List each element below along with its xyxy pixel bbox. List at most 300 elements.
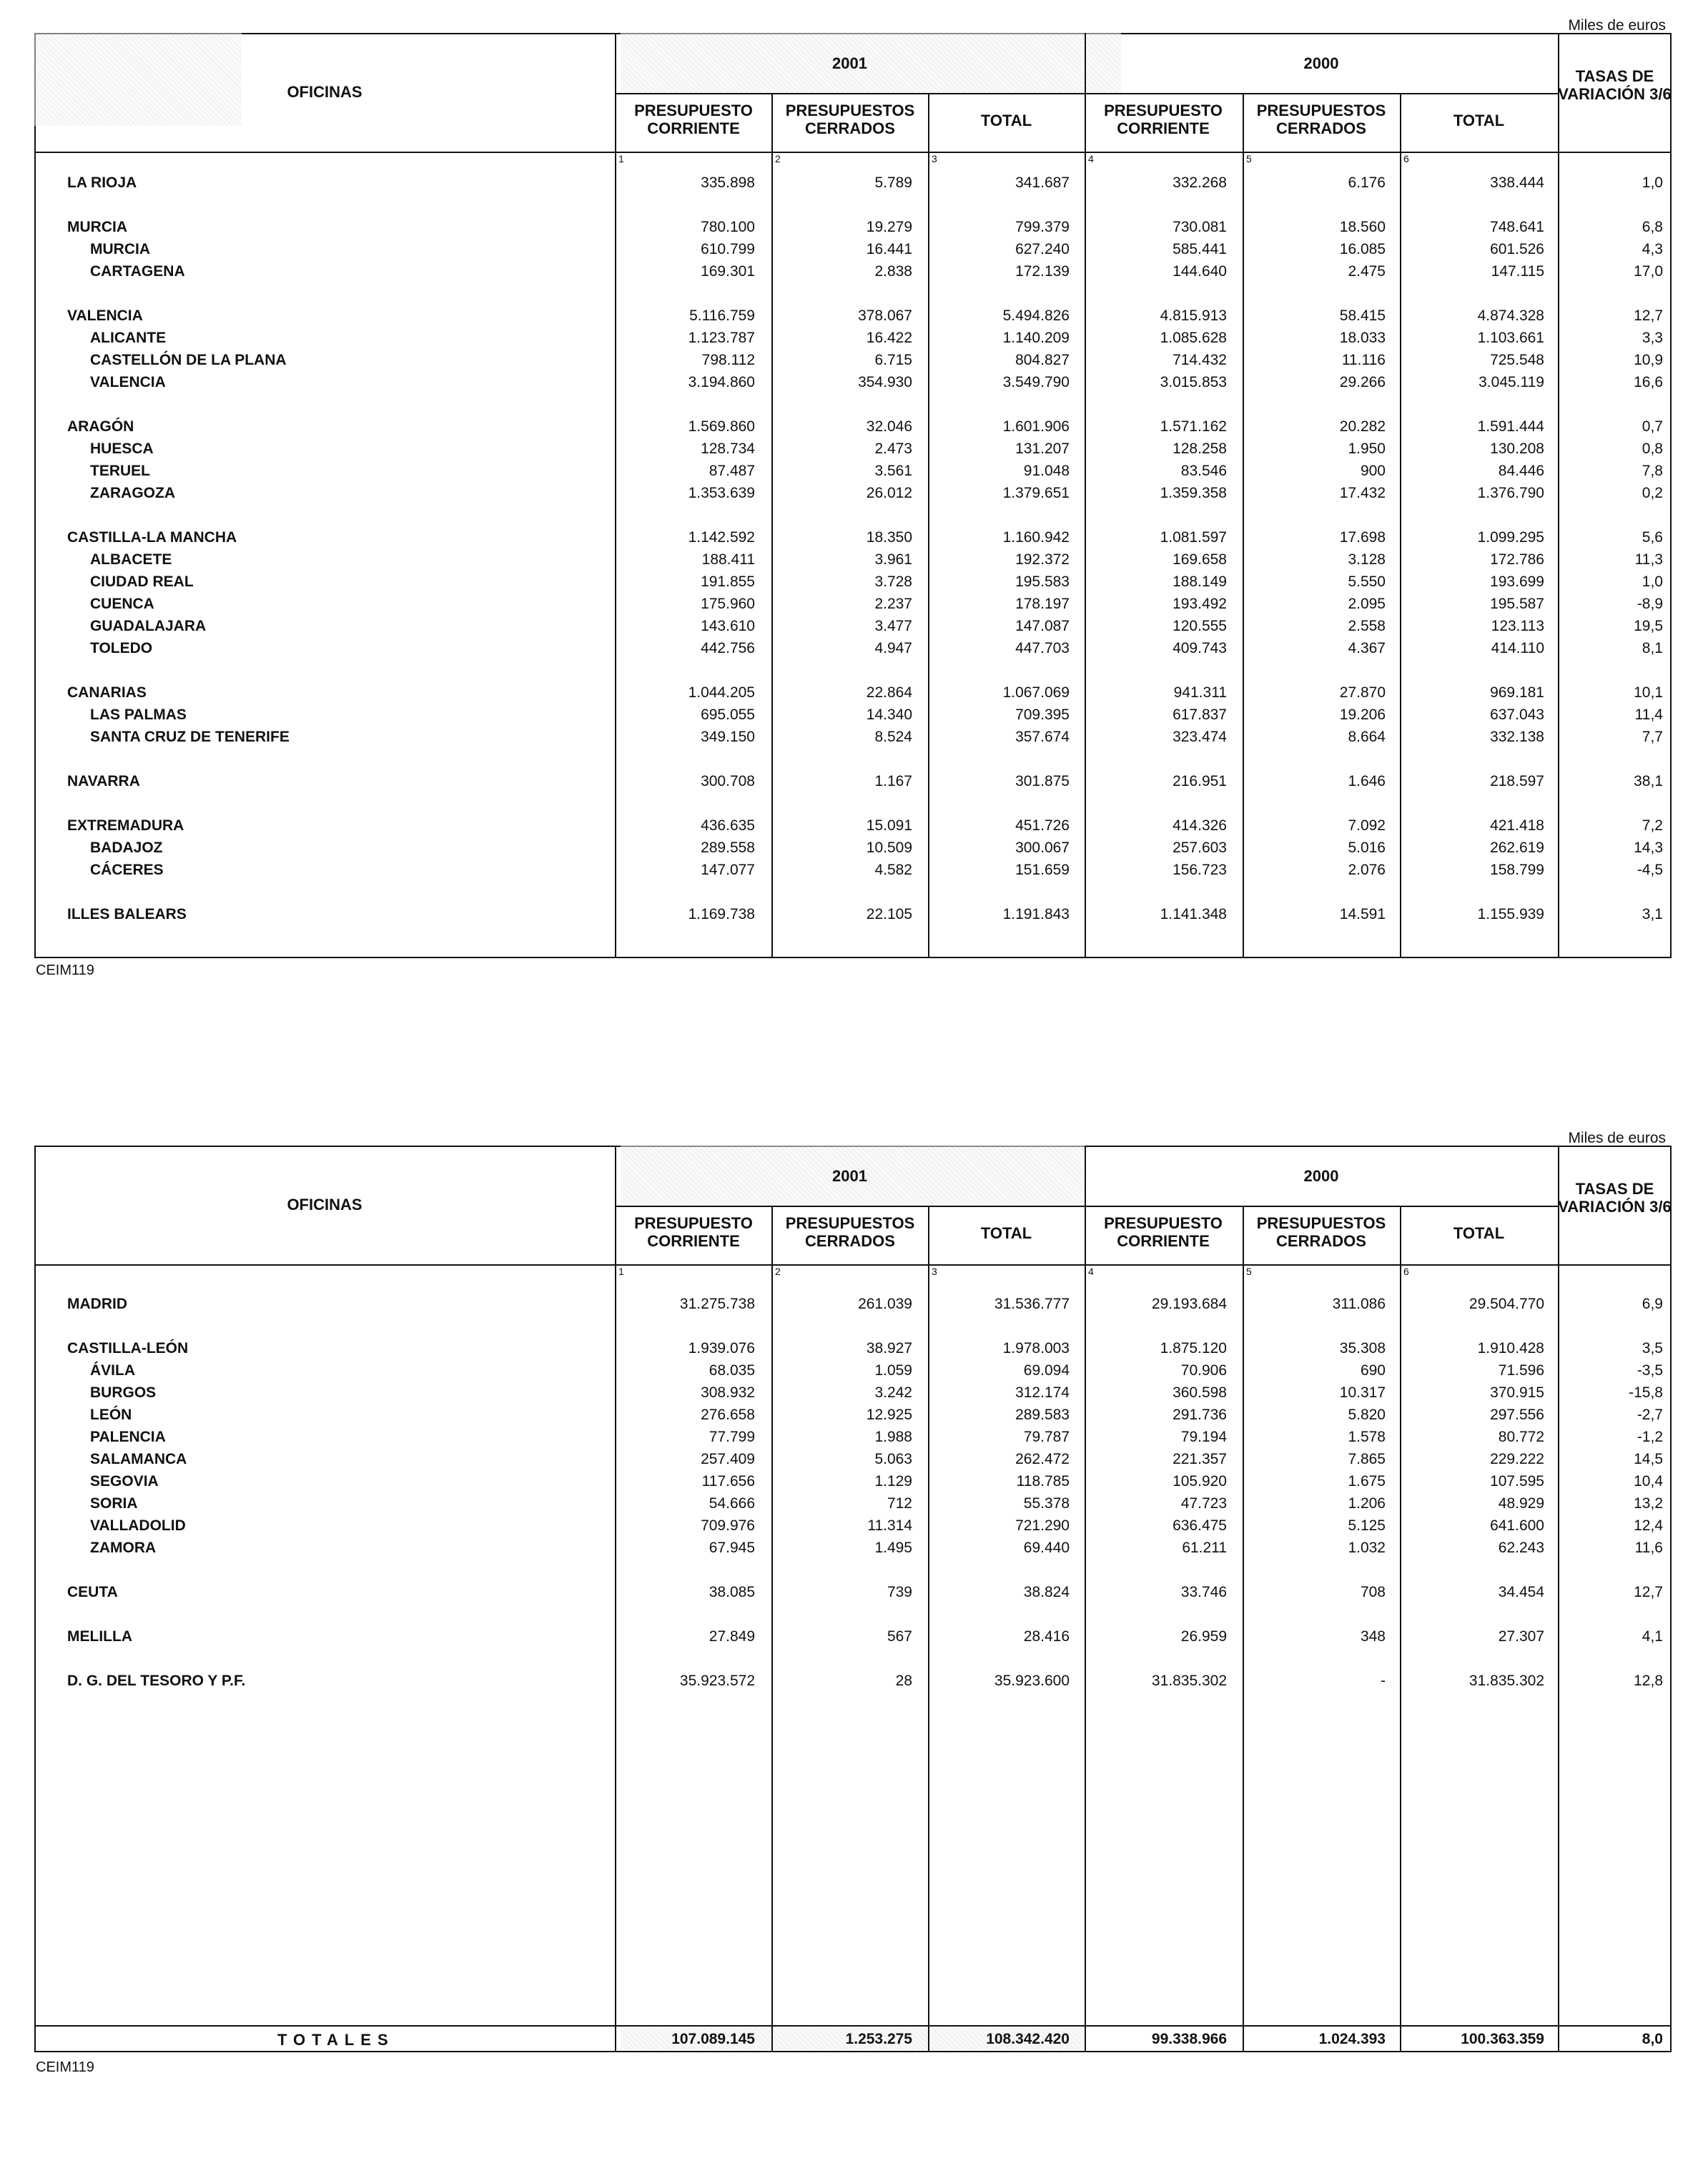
table-cell: 1.123.787 <box>688 330 755 346</box>
table-cell: 709.976 <box>701 1517 755 1534</box>
table-cell: 3.728 <box>874 573 912 590</box>
table-cell: 35.923.600 <box>994 1673 1070 1689</box>
table-cell: 28 <box>895 1673 912 1689</box>
table-cell: 1.571.162 <box>1160 418 1227 435</box>
table-cell: 1.169.738 <box>688 906 755 922</box>
table-cell: 118.785 <box>1016 1473 1070 1490</box>
table-cell: 261.039 <box>858 1296 912 1312</box>
office-name: LA RIOJA <box>67 174 137 191</box>
table-cell: 297.556 <box>1490 1407 1544 1423</box>
table-cell: 338.444 <box>1490 174 1544 191</box>
column-divider <box>615 1146 616 2052</box>
table-cell: 1.206 <box>1348 1495 1386 1512</box>
office-name: ARAGÓN <box>67 418 134 435</box>
table-cell: 2.076 <box>1348 862 1386 878</box>
footer-code: CEIM119 <box>36 963 94 978</box>
table-cell: 16.085 <box>1339 241 1386 257</box>
column-divider <box>1085 33 1086 958</box>
table-cell: 900 <box>1360 463 1386 479</box>
table-cell: 17.432 <box>1339 485 1386 501</box>
table-cell: 447.703 <box>1015 640 1070 656</box>
table-cell: 1.067.069 <box>1002 684 1070 701</box>
table-cell: 1.059 <box>874 1362 912 1379</box>
header-offices: OFICINAS <box>287 83 362 101</box>
table-cell: 1.141.348 <box>1160 906 1227 922</box>
office-name: VALENCIA <box>67 307 143 324</box>
table-cell: 1.081.597 <box>1160 529 1227 546</box>
table-cell: 289.583 <box>1015 1407 1070 1423</box>
table-cell: 79.787 <box>1023 1429 1070 1445</box>
table-cell: 69.094 <box>1023 1362 1070 1379</box>
table-cell: 312.174 <box>1015 1384 1070 1401</box>
table-cell: 18.033 <box>1339 330 1386 346</box>
table-cell: 34.454 <box>1498 1584 1544 1600</box>
table-cell: 216.951 <box>1173 773 1227 789</box>
table-cell: 10.317 <box>1339 1384 1386 1401</box>
table-cell: 158.799 <box>1490 862 1544 878</box>
sub-office-name: LEÓN <box>90 1407 132 1423</box>
table-cell: 6,8 <box>1642 219 1663 235</box>
table-cell: 105.920 <box>1173 1473 1227 1490</box>
table-cell: 585.441 <box>1173 241 1227 257</box>
table-cell: 123.113 <box>1491 618 1544 634</box>
table-cell: 26.959 <box>1180 1628 1227 1645</box>
sub-office-name: SEGOVIA <box>90 1473 159 1490</box>
table-cell: 601.526 <box>1490 241 1544 257</box>
header-cerrados: PRESUPUESTOS CERRADOS <box>1256 1214 1386 1250</box>
table-cell: 143.610 <box>701 618 755 634</box>
table-cell: 147.087 <box>1015 618 1070 634</box>
table-cell: 1.142.592 <box>688 529 755 546</box>
table-cell: 11.314 <box>867 1517 912 1534</box>
table-cell: 12.925 <box>866 1407 912 1423</box>
table-cell: 62.243 <box>1498 1540 1544 1556</box>
table-cell: 1.646 <box>1348 773 1386 789</box>
table-cell: 436.635 <box>701 817 755 834</box>
column-number: 3 <box>932 1266 937 1277</box>
table-cell: 0,2 <box>1642 485 1663 501</box>
table-cell: 169.301 <box>701 263 755 280</box>
table-cell: 3,1 <box>1642 906 1663 922</box>
table-cell: 5.789 <box>874 174 912 191</box>
table-cell: 2.838 <box>874 263 912 280</box>
table-cell: 2.475 <box>1348 263 1386 280</box>
table-cell: 1.578 <box>1348 1429 1386 1445</box>
table-cell: 360.598 <box>1173 1384 1227 1401</box>
table-cell: 1.978.003 <box>1002 1340 1070 1357</box>
table-cell: 16,6 <box>1634 374 1663 390</box>
office-name: EXTREMADURA <box>67 817 184 834</box>
table-cell: 2.237 <box>874 596 912 612</box>
table-cell: 289.558 <box>701 840 755 856</box>
office-name: NAVARRA <box>67 773 140 789</box>
table-cell: 218.597 <box>1490 773 1544 789</box>
table-cell: 144.640 <box>1173 263 1227 280</box>
table-cell: -1,2 <box>1637 1429 1663 1445</box>
table-cell: 27.870 <box>1339 684 1386 701</box>
header-tasas: TASAS DE VARIACIÓN 3/6 <box>1558 67 1672 103</box>
sub-office-name: SALAMANCA <box>90 1451 187 1467</box>
header-year-2000: 2000 <box>1303 1167 1339 1185</box>
table-cell: 16.441 <box>866 241 912 257</box>
table-cell: 257.603 <box>1173 840 1227 856</box>
header-total: TOTAL <box>980 1224 1032 1242</box>
budget-table-2 <box>34 1130 1672 2052</box>
table-cell: 7.865 <box>1348 1451 1386 1467</box>
table-cell: 4.367 <box>1348 640 1386 656</box>
table-cell: 47.723 <box>1180 1495 1227 1512</box>
table-cell: 1.601.906 <box>1002 418 1070 435</box>
table-cell: 67.945 <box>709 1540 755 1556</box>
totals-label: TOTALES <box>277 2031 395 2049</box>
table-cell: 969.181 <box>1490 684 1544 701</box>
totals-cell: 107.089.145 <box>671 2031 755 2047</box>
table-cell: 2.095 <box>1348 596 1386 612</box>
column-number: 6 <box>1403 153 1409 164</box>
header-divider <box>34 152 1672 153</box>
office-name: MURCIA <box>67 219 127 235</box>
table-cell: 725.548 <box>1490 352 1544 368</box>
column-divider <box>771 93 773 958</box>
table-cell: 172.139 <box>1015 263 1070 280</box>
table-cell: 38.927 <box>866 1340 912 1357</box>
office-name: MADRID <box>67 1296 127 1312</box>
table-cell: 10,1 <box>1634 684 1663 701</box>
table-cell: 610.799 <box>701 241 755 257</box>
table-cell: 276.658 <box>701 1407 755 1423</box>
table-cell: 4,3 <box>1642 241 1663 257</box>
table-cell: 262.619 <box>1490 840 1544 856</box>
sub-office-name: ZARAGOZA <box>90 485 175 501</box>
table-cell: 730.081 <box>1173 219 1227 235</box>
table-cell: 38.085 <box>709 1584 755 1600</box>
table-cell: 15.091 <box>866 817 912 834</box>
table-cell: 156.723 <box>1173 862 1227 878</box>
table-cell: 79.194 <box>1180 1429 1227 1445</box>
table-cell: 5.016 <box>1348 840 1386 856</box>
table-cell: 1.939.076 <box>688 1340 755 1357</box>
table-cell: 1.569.860 <box>688 418 755 435</box>
table-cell: 191.855 <box>701 573 755 590</box>
table-cell: 7,8 <box>1642 463 1663 479</box>
table-cell: 14,5 <box>1634 1451 1663 1467</box>
table-cell: 567 <box>887 1628 912 1645</box>
totals-cell: 8,0 <box>1642 2031 1663 2047</box>
table-cell: 421.418 <box>1490 817 1544 834</box>
column-number: 4 <box>1088 1266 1094 1277</box>
table-cell: 35.308 <box>1339 1340 1386 1357</box>
table-cell: 1.988 <box>874 1429 912 1445</box>
table-cell: 68.035 <box>709 1362 755 1379</box>
sub-office-name: CASTELLÓN DE LA PLANA <box>90 352 287 368</box>
totals-cell: 99.338.966 <box>1151 2031 1227 2047</box>
office-name: MELILLA <box>67 1628 132 1645</box>
table-cell: 335.898 <box>701 174 755 191</box>
sub-office-name: SORIA <box>90 1495 138 1512</box>
table-cell: 2.473 <box>874 440 912 457</box>
table-frame <box>34 33 1672 958</box>
table-cell: 128.258 <box>1173 440 1227 457</box>
table-cell: 7,7 <box>1642 729 1663 745</box>
table-cell: 120.555 <box>1173 618 1227 634</box>
table-cell: 33.746 <box>1180 1584 1227 1600</box>
table-cell: 131.207 <box>1015 440 1070 457</box>
sub-office-name: BADAJOZ <box>90 840 163 856</box>
table-cell: 0,7 <box>1642 418 1663 435</box>
header-total: TOTAL <box>980 112 1032 129</box>
table-cell: 188.149 <box>1173 573 1227 590</box>
table-cell: 31.835.302 <box>1468 1673 1544 1689</box>
table-cell: 0,8 <box>1642 440 1663 457</box>
column-divider <box>928 93 929 958</box>
table-cell: 5.125 <box>1348 1517 1386 1534</box>
table-cell: 117.656 <box>701 1473 755 1490</box>
table-cell: 300.067 <box>1015 840 1070 856</box>
table-cell: 12,7 <box>1634 1584 1663 1600</box>
table-cell: 1.950 <box>1348 440 1386 457</box>
table-cell: 22.864 <box>866 684 912 701</box>
table-cell: 14.591 <box>1339 906 1386 922</box>
table-cell: 83.546 <box>1180 463 1227 479</box>
table-cell: 193.492 <box>1173 596 1227 612</box>
column-divider <box>1400 93 1401 958</box>
table-cell: 323.474 <box>1173 729 1227 745</box>
table-cell: - <box>1381 1673 1386 1689</box>
header-offices: OFICINAS <box>287 1196 362 1213</box>
table-cell: 229.222 <box>1490 1451 1544 1467</box>
table-cell: 32.046 <box>866 418 912 435</box>
table-cell: 4.947 <box>874 640 912 656</box>
table-cell: 91.048 <box>1023 463 1070 479</box>
column-divider <box>1400 1206 1401 2052</box>
totals-cell: 108.342.420 <box>986 2031 1070 2047</box>
table-cell: 3.194.860 <box>688 374 755 390</box>
table-cell: 12,7 <box>1634 307 1663 324</box>
table-cell: 1.353.639 <box>688 485 755 501</box>
table-cell: 636.475 <box>1173 1517 1227 1534</box>
sub-office-name: ALBACETE <box>90 551 172 568</box>
header-total: TOTAL <box>1453 112 1505 129</box>
table-cell: 35.923.572 <box>679 1673 755 1689</box>
table-cell: 1.167 <box>874 773 912 789</box>
table-cell: 349.150 <box>701 729 755 745</box>
table-cell: 27.307 <box>1498 1628 1544 1645</box>
totals-cell: 100.363.359 <box>1461 2031 1544 2047</box>
table-cell: 301.875 <box>1015 773 1070 789</box>
table-cell: 31.275.738 <box>679 1296 755 1312</box>
table-cell: 714.432 <box>1173 352 1227 368</box>
table-cell: 77.799 <box>709 1429 755 1445</box>
table-cell: 1.099.295 <box>1477 529 1544 546</box>
table-cell: 13,2 <box>1634 1495 1663 1512</box>
table-cell: 1.160.942 <box>1002 529 1070 546</box>
header-tasas: TASAS DE VARIACIÓN 3/6 <box>1558 1180 1672 1216</box>
table-cell: 54.666 <box>709 1495 755 1512</box>
table-cell: 3,3 <box>1642 330 1663 346</box>
table-cell: 1,0 <box>1642 174 1663 191</box>
table-cell: 19.206 <box>1339 707 1386 723</box>
table-cell: 48.929 <box>1498 1495 1544 1512</box>
table-cell: 3.015.853 <box>1160 374 1227 390</box>
sub-office-name: PALENCIA <box>90 1429 166 1445</box>
table-cell: -15,8 <box>1629 1384 1663 1401</box>
header-total: TOTAL <box>1453 1224 1505 1242</box>
table-cell: 17,0 <box>1634 263 1663 280</box>
table-cell: 107.595 <box>1490 1473 1544 1490</box>
table-cell: 27.849 <box>709 1628 755 1645</box>
table-cell: 19.279 <box>866 219 912 235</box>
table-cell: 1.032 <box>1348 1540 1386 1556</box>
table-cell: 29.266 <box>1339 374 1386 390</box>
table-cell: 38.824 <box>1023 1584 1070 1600</box>
table-cell: 5.494.826 <box>1002 307 1070 324</box>
sub-office-name: CIUDAD REAL <box>90 573 194 590</box>
table-cell: 128.734 <box>701 440 755 457</box>
table-cell: 690 <box>1360 1362 1386 1379</box>
column-number: 6 <box>1403 1266 1409 1277</box>
table-cell: 8.524 <box>874 729 912 745</box>
table-cell: -4,5 <box>1637 862 1663 878</box>
column-divider <box>771 1206 773 2052</box>
table-cell: 147.115 <box>1491 263 1544 280</box>
column-divider <box>1243 1206 1244 2052</box>
table-cell: 3.961 <box>874 551 912 568</box>
sub-office-name: VALENCIA <box>90 374 166 390</box>
header-corriente: PRESUPUESTO CORRIENTE <box>634 102 753 137</box>
table-cell: 3.045.119 <box>1479 374 1544 390</box>
table-cell: 3.561 <box>874 463 912 479</box>
table-cell: 708 <box>1360 1584 1386 1600</box>
table-cell: 748.641 <box>1490 219 1544 235</box>
table-cell: 193.699 <box>1490 573 1544 590</box>
table-cell: 442.756 <box>701 640 755 656</box>
table-cell: 712 <box>887 1495 912 1512</box>
column-number: 2 <box>775 1266 781 1277</box>
table-cell: 31.835.302 <box>1151 1673 1227 1689</box>
header-cerrados: PRESUPUESTOS CERRADOS <box>1256 102 1386 137</box>
table-cell: 257.409 <box>701 1451 755 1467</box>
table-cell: 1.495 <box>874 1540 912 1556</box>
sub-office-name: BURGOS <box>90 1384 157 1401</box>
header-cerrados: PRESUPUESTOS CERRADOS <box>785 102 915 137</box>
table-cell: 357.674 <box>1015 729 1070 745</box>
table-cell: 12,4 <box>1634 1517 1663 1534</box>
table-cell: 332.138 <box>1490 729 1544 745</box>
table-cell: 172.786 <box>1490 551 1544 568</box>
table-cell: 451.726 <box>1015 817 1070 834</box>
table-cell: 262.472 <box>1015 1451 1070 1467</box>
table-cell: 780.100 <box>701 219 755 235</box>
table-cell: 1.910.428 <box>1477 1340 1544 1357</box>
table-cell: 1.376.790 <box>1477 485 1544 501</box>
table-cell: 1.379.651 <box>1002 485 1070 501</box>
table-cell: 12,8 <box>1634 1673 1663 1689</box>
table-cell: 29.193.684 <box>1151 1296 1227 1312</box>
table-cell: 61.211 <box>1182 1540 1227 1556</box>
table-cell: 70.906 <box>1180 1362 1227 1379</box>
table-cell: 627.240 <box>1015 241 1070 257</box>
table-cell: 308.932 <box>701 1384 755 1401</box>
table-cell: 3.477 <box>874 618 912 634</box>
column-number: 2 <box>775 153 781 164</box>
table-cell: 695.055 <box>701 707 755 723</box>
table-cell: 3.549.790 <box>1002 374 1070 390</box>
sub-office-name: ZAMORA <box>90 1540 157 1556</box>
table-cell: 175.960 <box>701 596 755 612</box>
sub-office-name: CÁCERES <box>90 862 164 878</box>
table-cell: 721.290 <box>1015 1517 1070 1534</box>
column-divider <box>1243 93 1244 958</box>
header-cerrados: PRESUPUESTOS CERRADOS <box>785 1214 915 1250</box>
table-cell: 178.197 <box>1015 596 1070 612</box>
table-cell: 378.067 <box>858 307 912 324</box>
table-cell: 7,2 <box>1642 817 1663 834</box>
header-corriente: PRESUPUESTO CORRIENTE <box>1104 1214 1223 1250</box>
table-cell: 1.191.843 <box>1002 906 1070 922</box>
sub-office-name: SANTA CRUZ DE TENERIFE <box>90 729 290 745</box>
sub-office-name: VALLADOLID <box>90 1517 186 1534</box>
table-cell: 84.446 <box>1498 463 1544 479</box>
table-cell: 1.359.358 <box>1160 485 1227 501</box>
table-cell: 16.422 <box>866 330 912 346</box>
table-cell: 370.915 <box>1490 1384 1544 1401</box>
table-cell: 29.504.770 <box>1468 1296 1544 1312</box>
table-cell: 5.550 <box>1348 573 1386 590</box>
table-cell: 348 <box>1360 1628 1386 1645</box>
table-cell: 804.827 <box>1015 352 1070 368</box>
table-cell: 799.379 <box>1015 219 1070 235</box>
totals-cell: 1.024.393 <box>1318 2031 1386 2047</box>
table-cell: 169.658 <box>1173 551 1227 568</box>
table-cell: 341.687 <box>1015 174 1070 191</box>
sub-office-name: GUADALAJARA <box>90 618 207 634</box>
table-cell: 300.708 <box>701 773 755 789</box>
table-cell: 55.378 <box>1023 1495 1070 1512</box>
table-cell: 14,3 <box>1634 840 1663 856</box>
table-cell: 69.440 <box>1023 1540 1070 1556</box>
table-cell: 637.043 <box>1490 707 1544 723</box>
table-cell: 221.357 <box>1173 1451 1227 1467</box>
table-cell: 151.659 <box>1015 862 1070 878</box>
table-cell: 1,0 <box>1642 573 1663 590</box>
table-cell: 10,4 <box>1634 1473 1663 1490</box>
office-name: CASTILLA-LEÓN <box>67 1340 189 1357</box>
table-frame <box>34 1146 1672 2052</box>
table-cell: 1.129 <box>874 1473 912 1490</box>
table-cell: 20.282 <box>1339 418 1386 435</box>
table-cell: 7.092 <box>1348 817 1386 834</box>
sub-office-name: TOLEDO <box>90 640 153 656</box>
table-cell: 130.208 <box>1490 440 1544 457</box>
table-cell: 188.411 <box>701 551 755 568</box>
sub-office-name: TERUEL <box>90 463 150 479</box>
column-divider <box>1558 1146 1559 2052</box>
sub-office-name: CUENCA <box>90 596 154 612</box>
sub-office-name: ALICANTE <box>90 330 167 346</box>
table-cell: 739 <box>887 1584 912 1600</box>
table-cell: 332.268 <box>1173 174 1227 191</box>
table-cell: 8,1 <box>1642 640 1663 656</box>
table-cell: 6.176 <box>1348 174 1386 191</box>
table-cell: 2.558 <box>1348 618 1386 634</box>
table-cell: 11,6 <box>1634 1540 1663 1556</box>
table-cell: 71.596 <box>1498 1362 1544 1379</box>
column-divider <box>1085 1146 1086 2052</box>
header-shading <box>34 33 242 126</box>
table-cell: 5.063 <box>874 1451 912 1467</box>
table-cell: 147.077 <box>701 862 755 878</box>
budget-table-1 <box>34 17 1672 958</box>
